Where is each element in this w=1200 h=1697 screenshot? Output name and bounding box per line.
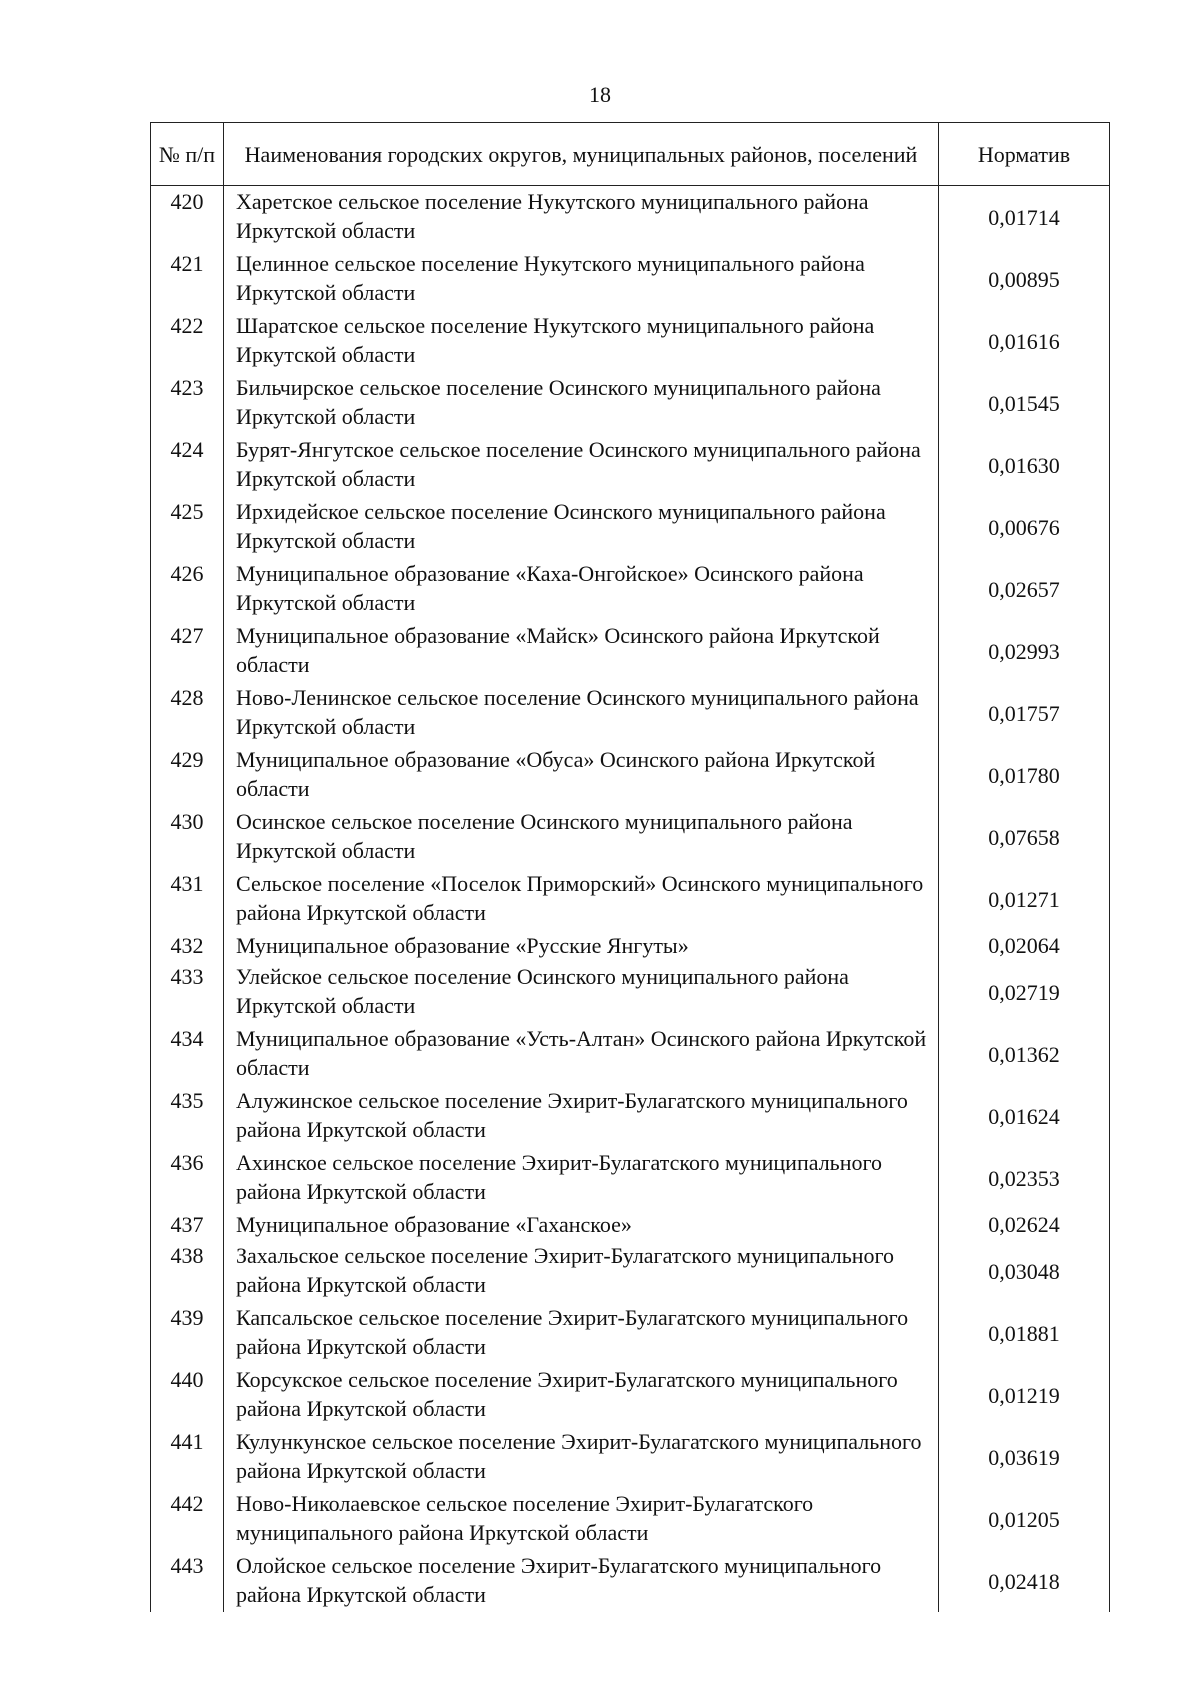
row-normative: 0,01205: [939, 1488, 1110, 1550]
row-normative: 0,01624: [939, 1085, 1110, 1147]
row-normative: 0,02064: [939, 930, 1110, 961]
row-normative: 0,02719: [939, 961, 1110, 1023]
table-row: [151, 1302, 1110, 1364]
row-normative: 0,01714: [939, 186, 1110, 249]
row-name: Муниципальное образование «Усть-Алтан» Осинского района Иркутской области: [224, 1023, 939, 1085]
row-name: Ново-Николаевское сельское поселение Эхирит-Булагатского муниципального района Иркутской области: [224, 1488, 939, 1550]
table-row: [151, 496, 1110, 558]
row-name: Олойское сельское поселение Эхирит-Булагатского муниципального района Иркутской области: [224, 1550, 939, 1612]
row-number: 438: [151, 1240, 224, 1302]
row-name: Улейское сельское поселение Осинского муниципального района Иркутской области: [224, 961, 939, 1023]
row-number: 428: [151, 682, 224, 744]
row-normative: 0,07658: [939, 806, 1110, 868]
row-number: 422: [151, 310, 224, 372]
row-normative: 0,03619: [939, 1426, 1110, 1488]
table-header: [151, 123, 1110, 186]
table-row: [151, 961, 1110, 1023]
row-name: Корсукское сельское поселение Эхирит-Булагатского муниципального района Иркутской области: [224, 1364, 939, 1426]
row-normative: 0,01271: [939, 868, 1110, 930]
row-number: 436: [151, 1147, 224, 1209]
row-normative: 0,02993: [939, 620, 1110, 682]
normative-table: [150, 122, 1110, 1612]
row-name: Бурят-Янгутское сельское поселение Осинского муниципального района Иркутской области: [224, 434, 939, 496]
row-number: 434: [151, 1023, 224, 1085]
row-normative: 0,02353: [939, 1147, 1110, 1209]
row-number: 429: [151, 744, 224, 806]
table-row: [151, 1364, 1110, 1426]
table-row: [151, 186, 1110, 249]
row-name: Капсальское сельское поселение Эхирит-Булагатского муниципального района Иркутской области: [224, 1302, 939, 1364]
table-row: [151, 1550, 1110, 1612]
table-row: [151, 1023, 1110, 1085]
table-row: [151, 682, 1110, 744]
row-number: 420: [151, 186, 224, 249]
row-number: 433: [151, 961, 224, 1023]
row-name: Муниципальное образование «Майск» Осинского района Иркутской области: [224, 620, 939, 682]
row-number: 437: [151, 1209, 224, 1240]
table-row: [151, 744, 1110, 806]
header-name: Наименования городских округов, муниципальных районов, поселений: [224, 123, 939, 186]
row-number: 426: [151, 558, 224, 620]
row-number: 430: [151, 806, 224, 868]
row-name: Захальское сельское поселение Эхирит-Булагатского муниципального района Иркутской области: [224, 1240, 939, 1302]
row-normative: 0,01881: [939, 1302, 1110, 1364]
row-number: 431: [151, 868, 224, 930]
row-name: Бильчирское сельское поселение Осинского муниципального района Иркутской области: [224, 372, 939, 434]
table-row: [151, 1085, 1110, 1147]
table-row: [151, 1488, 1110, 1550]
row-number: 427: [151, 620, 224, 682]
row-number: 442: [151, 1488, 224, 1550]
row-normative: 0,01545: [939, 372, 1110, 434]
header-num: № п/п: [151, 123, 224, 186]
table-row: [151, 248, 1110, 310]
row-normative: 0,03048: [939, 1240, 1110, 1302]
row-name: Харетское сельское поселение Нукутского муниципального района Иркутской области: [224, 186, 939, 249]
row-number: 421: [151, 248, 224, 310]
table-row: [151, 1240, 1110, 1302]
table-row: [151, 868, 1110, 930]
row-number: 440: [151, 1364, 224, 1426]
row-name: Осинское сельское поселение Осинского муниципального района Иркутской области: [224, 806, 939, 868]
table-row: [151, 806, 1110, 868]
row-name: Шаратское сельское поселение Нукутского муниципального района Иркутской области: [224, 310, 939, 372]
row-name: Муниципальное образование «Гаханское»: [224, 1209, 939, 1240]
table-row: [151, 434, 1110, 496]
row-name: Муниципальное образование «Обуса» Осинского района Иркутской области: [224, 744, 939, 806]
row-number: 423: [151, 372, 224, 434]
table-row: [151, 620, 1110, 682]
row-number: 432: [151, 930, 224, 961]
table-row: [151, 372, 1110, 434]
row-name: Ново-Ленинское сельское поселение Осинского муниципального района Иркутской области: [224, 682, 939, 744]
row-number: 425: [151, 496, 224, 558]
row-normative: 0,01757: [939, 682, 1110, 744]
table-row: [151, 930, 1110, 961]
row-number: 439: [151, 1302, 224, 1364]
table-row: [151, 1426, 1110, 1488]
row-name: Ахинское сельское поселение Эхирит-Булагатского муниципального района Иркутской области: [224, 1147, 939, 1209]
header-norm: Норматив: [939, 123, 1110, 186]
row-number: 424: [151, 434, 224, 496]
row-name: Муниципальное образование «Каха-Онгойское» Осинского района Иркутской области: [224, 558, 939, 620]
row-normative: 0,01219: [939, 1364, 1110, 1426]
row-normative: 0,01780: [939, 744, 1110, 806]
table-row: [151, 310, 1110, 372]
row-number: 435: [151, 1085, 224, 1147]
table-body: [151, 186, 1110, 1613]
row-name: Алужинское сельское поселение Эхирит-Булагатского муниципального района Иркутской области: [224, 1085, 939, 1147]
row-normative: 0,00676: [939, 496, 1110, 558]
row-normative: 0,01616: [939, 310, 1110, 372]
page-number: 18: [589, 82, 611, 107]
row-normative: 0,02624: [939, 1209, 1110, 1240]
table-row: [151, 558, 1110, 620]
table-row: [151, 1209, 1110, 1240]
row-name: Кулункунское сельское поселение Эхирит-Булагатского муниципального района Иркутской области: [224, 1426, 939, 1488]
row-name: Ирхидейское сельское поселение Осинского муниципального района Иркутской области: [224, 496, 939, 558]
row-name: Целинное сельское поселение Нукутского муниципального района Иркутской области: [224, 248, 939, 310]
row-normative: 0,01630: [939, 434, 1110, 496]
row-normative: 0,02657: [939, 558, 1110, 620]
row-normative: 0,02418: [939, 1550, 1110, 1612]
row-name: Муниципальное образование «Русские Янгуты»: [224, 930, 939, 961]
row-number: 441: [151, 1426, 224, 1488]
row-normative: 0,00895: [939, 248, 1110, 310]
row-number: 443: [151, 1550, 224, 1612]
table-row: [151, 1147, 1110, 1209]
row-normative: 0,01362: [939, 1023, 1110, 1085]
row-name: Сельское поселение «Поселок Приморский» Осинского муниципального района Иркутской области: [224, 868, 939, 930]
